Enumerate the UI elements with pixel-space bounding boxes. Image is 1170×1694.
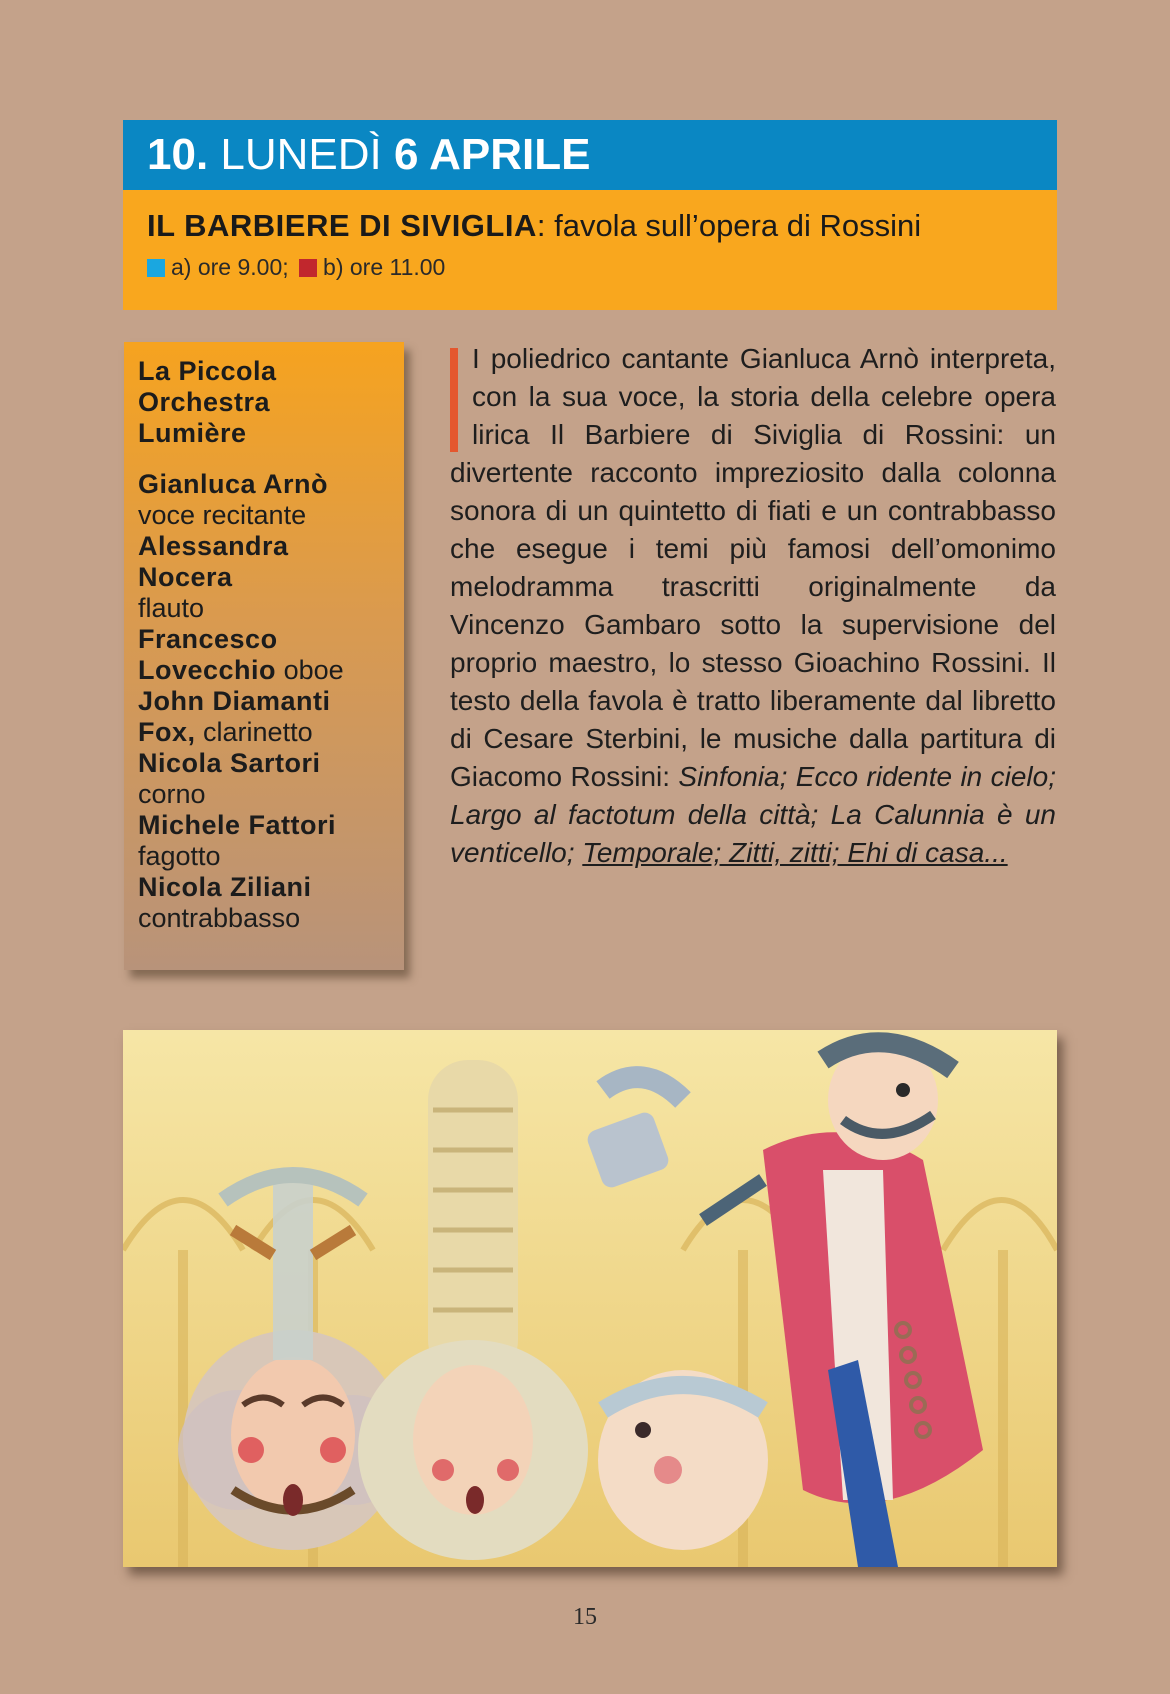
opera-illustration — [123, 1030, 1057, 1567]
cast-name: Gianluca Arnò — [138, 469, 329, 499]
cast-role: clarinetto — [203, 717, 313, 747]
event-date: 6 APRILE — [394, 130, 591, 179]
cast-role: fagotto — [138, 841, 221, 871]
description-italic: Sinfonia; Ecco ridente in cielo; Largo al factotum della città; La Calunnia è un venticello; — [450, 761, 1056, 868]
description-text — [450, 340, 1056, 960]
orchestra-name-2: Orchestra — [138, 387, 271, 417]
event-title: IL BARBIERE DI SIVIGLIA — [147, 208, 537, 243]
time-a: a) ore 9.00; — [171, 254, 289, 280]
cast-role: oboe — [283, 655, 344, 685]
page-number: 15 — [573, 1604, 597, 1630]
red-square-icon — [299, 259, 317, 277]
date-header — [123, 120, 1057, 190]
cast-name: Michele Fattori — [138, 810, 337, 840]
cast-role: voce recitante — [138, 500, 307, 530]
orchestra-name-3: Lumière — [138, 418, 247, 448]
cast-name: Fox, — [138, 717, 196, 747]
time-b: b) ore 11.00 — [323, 254, 446, 280]
event-title-line — [147, 208, 1033, 244]
accent-bar — [450, 348, 458, 452]
cast-role: corno — [138, 779, 206, 809]
description-main: I poliedrico cantante Gianluca Arnò interpreta, con la sua voce, la storia della celebre opera lirica Il Barbiere di Siviglia di Rossini: un divertente racconto impreziosito dalla colonna sonora di un quintetto di fiati e un contrabbasso che esegue i temi più famosi dell’omonimo melodramma trascritti originalmente da Vincenzo Gambaro sotto la supervisione del proprio maestro, lo stesso Gioachino Rossini. Il testo della favola è tratto liberamente dal libretto di Cesare Sterbini, le musiche dalla partitura di Giacomo Rossini: — [450, 343, 1056, 792]
event-subtitle: : favola sull’opera di Rossini — [536, 208, 922, 243]
weekday: LUNEDÌ — [220, 130, 382, 179]
cast-role: flauto — [138, 593, 205, 623]
event-number: 10. — [147, 130, 209, 179]
blue-square-icon — [147, 259, 165, 277]
event-title-band — [123, 190, 1057, 310]
cast-role: contrabbasso — [138, 903, 301, 933]
cast-box — [124, 342, 404, 970]
cast-name: Nocera — [138, 562, 233, 592]
cast-name: Francesco — [138, 624, 278, 654]
cast-name: Nicola Sartori — [138, 748, 321, 778]
cast-name: Lovecchio — [138, 655, 277, 685]
cast-name: Alessandra — [138, 531, 289, 561]
description-underlined: Temporale; Zitti, zitti; Ehi di casa... — [582, 837, 1008, 868]
event-times — [147, 254, 1033, 281]
cast-name: Nicola Ziliani — [138, 872, 312, 902]
opera-characters-illustration-icon — [123, 1030, 1057, 1567]
orchestra-name-1: La Piccola — [138, 356, 277, 386]
cast-name: John Diamanti — [138, 686, 331, 716]
